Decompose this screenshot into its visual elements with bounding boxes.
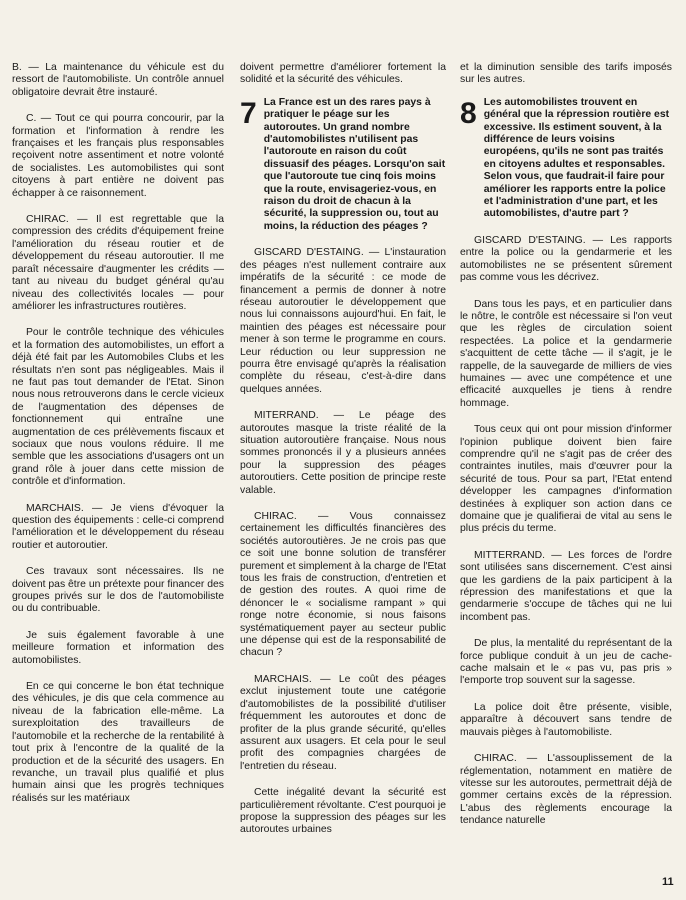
column-middle: [240, 62, 446, 851]
paragraph: Tous ceux qui ont pour mission d'informer l'opinion publique doivent bien faire comprendre qu'il ne s'agit pas de créer des contraintes inutiles, mais d'œuvrer pour la sécurité de tous. Pour sa part, l'Etat entend développer les campagnes d'information destinées à expliquer son action dans ce domaine que je qualifierai de vital au sens le plus précis du terme.: [460, 424, 672, 535]
paragraph: MITTERRAND. — Les forces de l'ordre sont utilisées sans discernement. C'est ainsi que les gardiens de la paix participent à la répression des manifestations et que la gendarmerie s'occupe de tâches qui ne lui incombent pas.: [460, 549, 672, 623]
paragraph: CHIRAC. — L'assouplissement de la réglementation, notamment en matière de vitesse sur les autoroutes, permettrait déjà de gommer certains excès de la répression. L'abus des règlements encourage la tendance naturelle: [460, 753, 672, 827]
column-right: [460, 62, 672, 842]
paragraph: MARCHAIS. — Je viens d'évoquer la question des équipements : celle-ci comprend l'amélioration et le développement du réseau routier et autoroutier.: [12, 502, 224, 551]
paragraph: GISCARD D'ESTAING. — Les rapports entre la police ou la gendarmerie et les automobilistes ne se présentent sûrement pas comme vous les décrivez.: [460, 234, 672, 284]
paragraph: MITERRAND. — Le péage des autoroutes masque la triste réalité de la situation autoroutière française. Nous nous sommes prononcés il y a plusieurs années pour la suppression des péages autoroutiers. Cette position de principe reste valable.: [240, 410, 446, 496]
paragraph: B. — La maintenance du véhicule est du ressort de l'automobiliste. Un contrôle annuel obligatoire devrait être instauré.: [12, 62, 224, 98]
question-text: La France est un des rares pays à pratiquer le péage sur les autoroutes. Un grand nombre d'automobilistes n'utilisent pas l'autoroute en raison du coût dissuasif des péages. Lorsqu'on sait que l'autoroute tue cinq fois moins que la route, envisageriez-vous, en raison du droit de chacun à la sécurité, la suppression ou, tout au moins, la réduction des péages ?: [263, 96, 446, 232]
column-left: [12, 62, 224, 819]
paragraph: CHIRAC. — Vous connaissez certainement les difficultés financières des sociétés autoroutières. Je ne crois pas que ce soit une bonne solution de transférer purement et simplement à la charge de l'Etat tous les frais de construction, d'entretien et de gestion des routes. A quoi rime de dénoncer le « socialisme rampant » qui ronge notre économie, si nous faisons systématiquement payer au secteur public une dépense qui est de la responsabilité de chacun ?: [240, 511, 446, 659]
paragraph: C. — Tout ce qui pourra concourir, par la formation et l'information à rendre les françaises et les français plus responsables reçoivent notre assentiment et notre volonté de socialistes. Les automobilistes qui sont citoyens à part entière ne doivent pas échapper à ce raisonnement.: [12, 113, 224, 199]
paragraph: Pour le contrôle technique des véhicules et la formation des automobilistes, un effort a déjà été fait par les Automobiles Clubs et les résultats n'en sont pas négligeables. Mais il ne faut pas tout demander de l'Etat. Sinon nous nous retrouverons dans le cercle vicieux de l'augmentation des dépenses de fonctionnement qui entraîne une augmentation de ces prélèvements fiscaux et sociaux que nous voulons réduire. Il me semble que les associations d'usagers ont un grand rôle à jouer dans cette mission de contrôle et d'information.: [12, 327, 224, 488]
paragraph: CHIRAC. — Il est regrettable que la compression des crédits d'équipement freine l'amélioration du réseau routier et de développement du réseau autoroutier. Il me paraît nécessaire d'augmenter les crédits — tant au niveau du budget général qu'au niveau des collectivités locales — pour améliorer les infrastructures routières.: [12, 214, 224, 312]
paragraph: La police doit être présente, visible, apparaître à découvert sans tendre de mauvais pièges à l'automobiliste.: [460, 701, 672, 738]
question-7: [240, 97, 446, 233]
paragraph: Je suis également favorable à une meilleure formation et information des automobilistes.: [12, 629, 224, 666]
paragraph: De plus, la mentalité du représentant de la force publique conduit à un jeu de cache-cache malsain et le « pas vu, pas pris » l'emporte trop souvent sur la sagesse.: [460, 638, 672, 687]
paragraph: MARCHAIS. — Le coût des péages exclut injustement toute une catégorie d'automobilistes de la possibilité d'utiliser fréquemment les autoroutes et donc de profiter de la plus grande sécurité, qu'elles assurent aux usagers. Et cela pour le seul profit des compagnies chargées de l'entretien du réseau.: [240, 673, 446, 772]
paragraph: Dans tous les pays, et en particulier dans le nôtre, le contrôle est nécessaire si l'on veut que les règles de circulation soient respectées. La police et la gendarmerie s'acquittent de cette tâche — il s'agit, je le rappelle, de la sauvegarde de milliers de vies humaines — avec une compétence et une efficacité auxquelles je tiens à rendre hommage.: [460, 298, 672, 409]
paragraph: En ce qui concerne le bon état technique des véhicules, je dis que cela commence au niveau de la fabrication elle-même. La surexploitation des travailleurs de l'automobile et la recherche de la rentabilité à tout prix à l'encontre de la qualité de la production et de la sécurité des usagers. En revanche, un travail plus qualifié et plus humain ainsi que les progrès techniques réalisés sur les matériaux: [12, 681, 224, 804]
question-number: 7: [240, 96, 257, 130]
question-8: [460, 97, 672, 221]
question-text: Les automobilistes trouvent en général que la répression routière est excessive. Ils estiment souvent, à la différence de leurs voisins européens, qu'ils ne sont pas traités en citoyens adultes et responsables. Selon vous, que faudrait-il faire pour améliorer les rapports entre la police et l'administration d'une part, et les automobilistes, d'autre part ?: [483, 96, 670, 220]
page-number: 11: [662, 876, 674, 888]
paragraph: GISCARD D'ESTAING. — L'instauration des péages n'est nullement contraire aux impératifs de la sécurité : ce mode de financement a permis de donner à notre réseau autoroutier le développement que nous lui connaissons aujourd'hui. En fait, le maintien des péages est nécessaire pour mener à son terme le programme en cours. Leur réduction ou leur suppression ne pourra être envisagé qu'après la réalisation complète du réseau, c'est-à-dire dans quelques années.: [240, 247, 446, 395]
paragraph: Ces travaux sont nécessaires. Ils ne doivent pas être un prétexte pour financer des groupes privés sur le dos de l'automobiliste ou du contribuable.: [12, 566, 224, 615]
paragraph: Cette inégalité devant la sécurité est particulièrement révoltante. C'est pourquoi je propose la suppression des péages sur les autoroutes urbaines: [240, 787, 446, 836]
question-number: 8: [460, 96, 477, 130]
paragraph: doivent permettre d'améliorer fortement la solidité et la sécurité des véhicules.: [240, 62, 446, 86]
paragraph: et la diminution sensible des tarifs imposés sur les autres.: [460, 62, 672, 86]
